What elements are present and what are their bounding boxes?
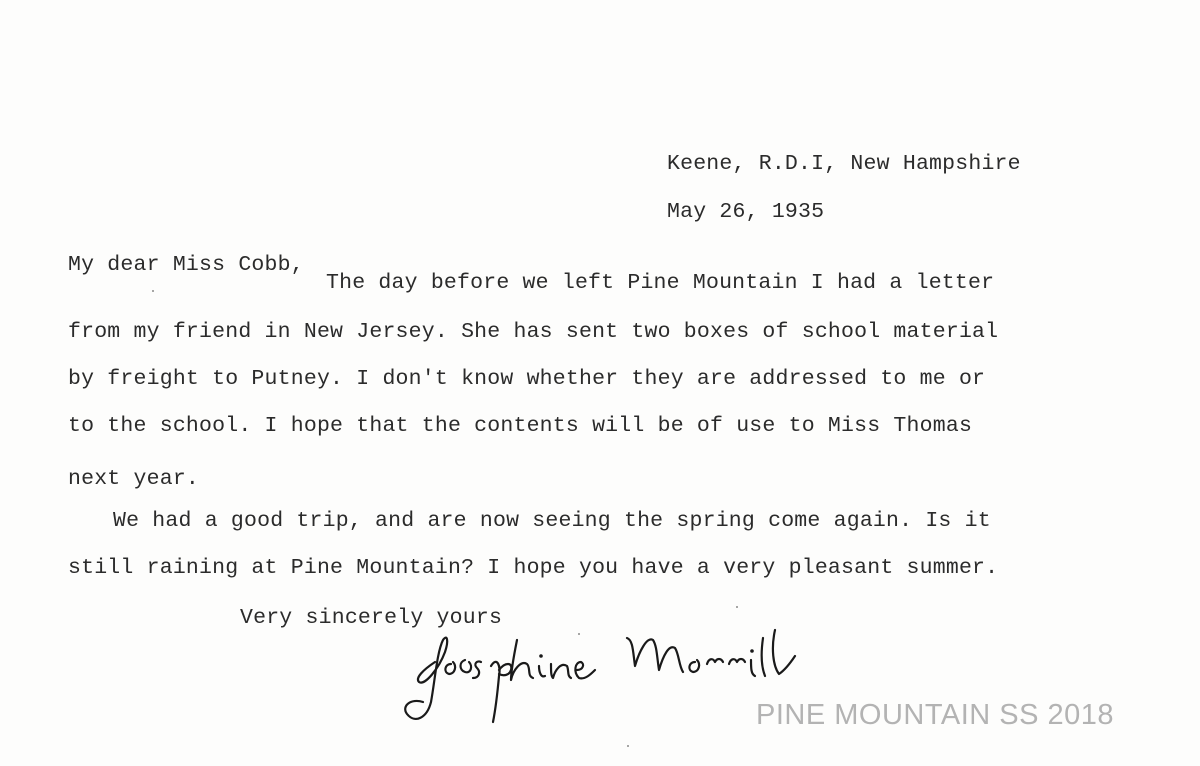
paper-speck [627, 745, 629, 747]
body-line: by freight to Putney. I don't know whether they are addressed to me or [68, 367, 986, 391]
body-line: The day before we left Pine Mountain I had a letter [326, 271, 995, 295]
paper-speck [152, 290, 154, 292]
watermark-text: PINE MOUNTAIN SS 2018 [756, 699, 1115, 731]
salutation: My dear Miss Cobb, [68, 253, 304, 277]
paper-speck [578, 633, 580, 635]
sender-address: Keene, R.D.I, New Hampshire [667, 152, 1021, 176]
paper-speck [736, 606, 738, 608]
body-line: next year. [68, 467, 200, 491]
body-line: to the school. I hope that the contents will be of use to Miss Thomas [68, 414, 973, 438]
letter-date: May 26, 1935 [667, 200, 825, 224]
body-line: We had a good trip, and are now seeing the spring come again. Is it [113, 509, 991, 533]
body-line: from my friend in New Jersey. She has sent two boxes of school material [68, 320, 999, 344]
body-line: still raining at Pine Mountain? I hope you have a very pleasant summer. [68, 556, 999, 580]
closing: Very sincerely yours [240, 606, 503, 630]
